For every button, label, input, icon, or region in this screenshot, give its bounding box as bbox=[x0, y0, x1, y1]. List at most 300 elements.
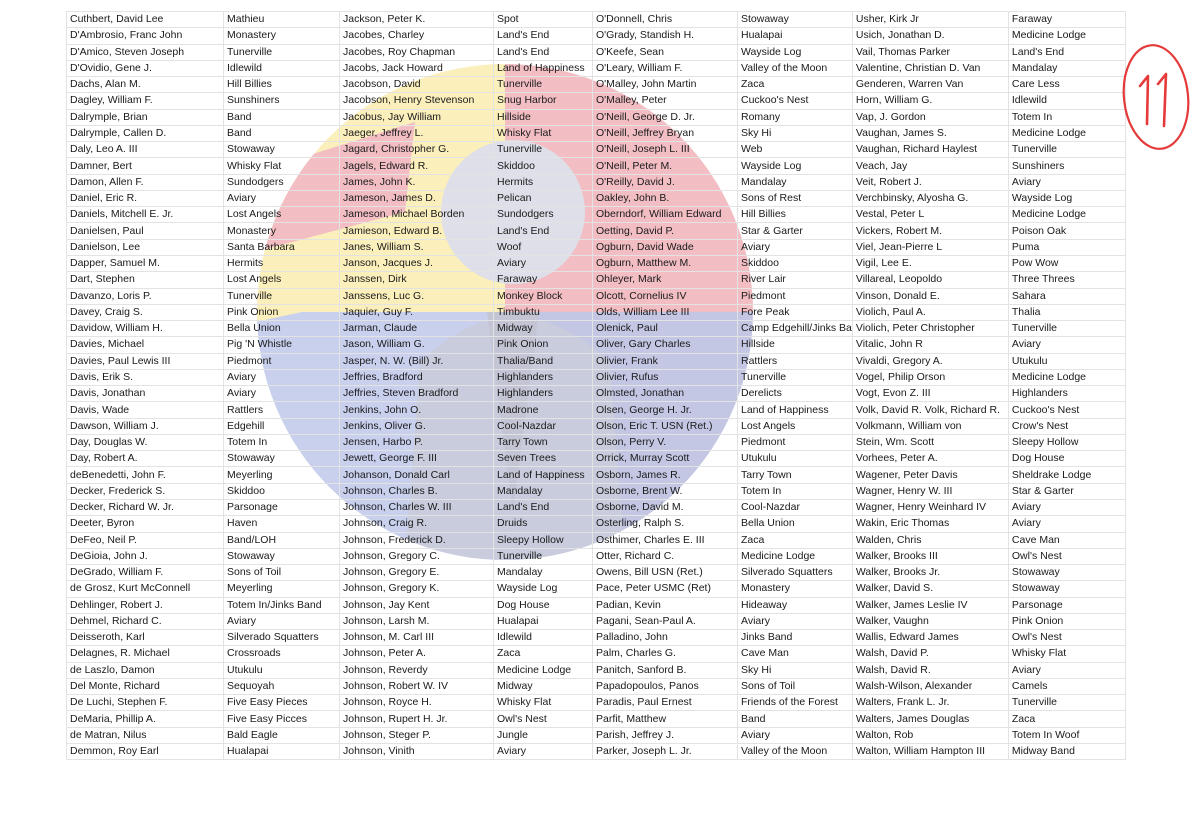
camp-cell: Star & Garter bbox=[1008, 483, 1125, 499]
camp-cell: Midway bbox=[494, 321, 593, 337]
member-name-cell: Day, Douglas W. bbox=[67, 434, 224, 450]
member-name-cell: Oakley, John B. bbox=[593, 190, 738, 206]
camp-cell: Piedmont bbox=[738, 434, 853, 450]
member-name-cell: Walton, Rob bbox=[852, 727, 1008, 743]
camp-cell: Dog House bbox=[1008, 451, 1125, 467]
camp-cell: Stowaway bbox=[224, 548, 340, 564]
camp-cell: Mandalay bbox=[494, 483, 593, 499]
member-name-cell: O'Neill, Peter M. bbox=[593, 158, 738, 174]
table-row bbox=[67, 255, 1126, 271]
member-name-cell: Jamieson, Edward B. bbox=[340, 223, 494, 239]
table-row bbox=[67, 321, 1126, 337]
table-row bbox=[67, 353, 1126, 369]
member-name-cell: Wakin, Eric Thomas bbox=[852, 516, 1008, 532]
member-name-cell: Davies, Paul Lewis III bbox=[67, 353, 224, 369]
member-name-cell: O'Keefe, Sean bbox=[593, 44, 738, 60]
member-name-cell: Johnson, Gregory C. bbox=[340, 548, 494, 564]
member-name-cell: Davis, Jonathan bbox=[67, 386, 224, 402]
camp-cell: Poison Oak bbox=[1008, 223, 1125, 239]
member-name-cell: Dalrymple, Callen D. bbox=[67, 125, 224, 141]
camp-cell: Pink Onion bbox=[224, 304, 340, 320]
camp-cell: Land of Happiness bbox=[494, 467, 593, 483]
camp-cell: Timbuktu bbox=[494, 304, 593, 320]
member-name-cell: Deisseroth, Karl bbox=[67, 630, 224, 646]
member-name-cell: Usher, Kirk Jr bbox=[852, 12, 1008, 28]
table-row bbox=[67, 613, 1126, 629]
camp-cell: Pelican bbox=[494, 190, 593, 206]
table-row bbox=[67, 743, 1126, 759]
camp-cell: Highlanders bbox=[1008, 386, 1125, 402]
member-name-cell: Volkmann, William von bbox=[852, 418, 1008, 434]
member-name-cell: Johnson, Rupert H. Jr. bbox=[340, 711, 494, 727]
table-row bbox=[67, 223, 1126, 239]
member-name-cell: Jaquier, Guy F. bbox=[340, 304, 494, 320]
camp-cell: Wayside Log bbox=[494, 581, 593, 597]
camp-cell: Faraway bbox=[494, 272, 593, 288]
camp-cell: Dog House bbox=[494, 597, 593, 613]
camp-cell: Medicine Lodge bbox=[1008, 369, 1125, 385]
camp-cell: Pig 'N Whistle bbox=[224, 337, 340, 353]
member-name-cell: Walker, David S. bbox=[852, 581, 1008, 597]
camp-cell: Aviary bbox=[1008, 499, 1125, 515]
member-name-cell: Davis, Erik S. bbox=[67, 369, 224, 385]
member-name-cell: Vestal, Peter L bbox=[852, 207, 1008, 223]
member-name-cell: Panitch, Sanford B. bbox=[593, 662, 738, 678]
camp-cell: Crow's Nest bbox=[1008, 418, 1125, 434]
camp-cell: Star & Garter bbox=[738, 223, 853, 239]
table-row bbox=[67, 402, 1126, 418]
camp-cell: Five Easy Picces bbox=[224, 711, 340, 727]
camp-cell: Five Easy Pieces bbox=[224, 695, 340, 711]
camp-cell: Three Threes bbox=[1008, 272, 1125, 288]
member-name-cell: DeGrado, William F. bbox=[67, 565, 224, 581]
member-name-cell: Dawson, William J. bbox=[67, 418, 224, 434]
camp-cell: Rattlers bbox=[224, 402, 340, 418]
camp-cell: Jinks Band bbox=[738, 630, 853, 646]
camp-cell: Skiddoo bbox=[224, 483, 340, 499]
member-name-cell: Danielson, Lee bbox=[67, 239, 224, 255]
camp-cell: Totem In bbox=[738, 483, 853, 499]
camp-cell: Thalia/Band bbox=[494, 353, 593, 369]
camp-cell: Totem In Woof bbox=[1008, 727, 1125, 743]
member-name-cell: Wallis, Edward James bbox=[852, 630, 1008, 646]
member-name-cell: Dagley, William F. bbox=[67, 93, 224, 109]
camp-cell: Highlanders bbox=[494, 386, 593, 402]
camp-cell: Medicine Lodge bbox=[1008, 207, 1125, 223]
camp-cell: Sahara bbox=[1008, 288, 1125, 304]
table-row bbox=[67, 272, 1126, 288]
camp-cell: Sky Hi bbox=[738, 662, 853, 678]
camp-cell: Piedmont bbox=[738, 288, 853, 304]
member-name-cell: Walsh-Wilson, Alexander bbox=[852, 678, 1008, 694]
member-name-cell: Vitalic, John R bbox=[852, 337, 1008, 353]
camp-cell: Fore Peak bbox=[738, 304, 853, 320]
table-row bbox=[67, 28, 1126, 44]
camp-cell: Land's End bbox=[1008, 44, 1125, 60]
camp-cell: Hermits bbox=[224, 255, 340, 271]
member-name-cell: Johnson, Gregory K. bbox=[340, 581, 494, 597]
member-name-cell: Olson, Eric T. USN (Ret.) bbox=[593, 418, 738, 434]
camp-cell: Utukulu bbox=[224, 662, 340, 678]
camp-cell: Aviary bbox=[224, 386, 340, 402]
member-name-cell: Johnson, Charles B. bbox=[340, 483, 494, 499]
member-name-cell: Verchbinsky, Alyosha G. bbox=[852, 190, 1008, 206]
member-name-cell: Jacobes, Roy Chapman bbox=[340, 44, 494, 60]
camp-cell: Medicine Lodge bbox=[738, 548, 853, 564]
camp-cell: Owl's Nest bbox=[494, 711, 593, 727]
member-name-cell: De Luchi, Stephen F. bbox=[67, 695, 224, 711]
camp-cell: Tunerville bbox=[1008, 321, 1125, 337]
camp-cell: Owl's Nest bbox=[1008, 630, 1125, 646]
member-name-cell: Pagani, Sean-Paul A. bbox=[593, 613, 738, 629]
member-name-cell: DeGioia, John J. bbox=[67, 548, 224, 564]
member-name-cell: Genderen, Warren Van bbox=[852, 77, 1008, 93]
camp-cell: Hualapai bbox=[738, 28, 853, 44]
camp-cell: Hermits bbox=[494, 174, 593, 190]
member-name-cell: O'Donnell, Chris bbox=[593, 12, 738, 28]
table-row bbox=[67, 125, 1126, 141]
camp-cell: Sky Hi bbox=[738, 125, 853, 141]
camp-cell: Totem In bbox=[1008, 109, 1125, 125]
camp-cell: Puma bbox=[1008, 239, 1125, 255]
camp-cell: Valley of the Moon bbox=[738, 743, 853, 759]
member-name-cell: Jensen, Harbo P. bbox=[340, 434, 494, 450]
camp-cell: Tunerville bbox=[1008, 695, 1125, 711]
member-name-cell: O'Malley, Peter bbox=[593, 93, 738, 109]
member-name-cell: Vap, J. Gordon bbox=[852, 109, 1008, 125]
member-name-cell: Vickers, Robert M. bbox=[852, 223, 1008, 239]
camp-cell: Aviary bbox=[738, 727, 853, 743]
member-name-cell: O'Reilly, David J. bbox=[593, 174, 738, 190]
camp-cell: Land's End bbox=[494, 499, 593, 515]
camp-cell: Hillside bbox=[738, 337, 853, 353]
member-name-cell: Danielsen, Paul bbox=[67, 223, 224, 239]
camp-cell: Tunerville bbox=[224, 44, 340, 60]
table-row bbox=[67, 288, 1126, 304]
camp-cell: Land of Happiness bbox=[738, 402, 853, 418]
table-row bbox=[67, 190, 1126, 206]
table-row bbox=[67, 304, 1126, 320]
camp-cell: Hillside bbox=[494, 109, 593, 125]
member-name-cell: Osthimer, Charles E. III bbox=[593, 532, 738, 548]
member-name-cell: Damon, Allen F. bbox=[67, 174, 224, 190]
member-name-cell: Johnson, Craig R. bbox=[340, 516, 494, 532]
camp-cell: Spot bbox=[494, 12, 593, 28]
member-name-cell: Usich, Jonathan D. bbox=[852, 28, 1008, 44]
camp-cell: Zaca bbox=[738, 532, 853, 548]
member-name-cell: Davey, Craig S. bbox=[67, 304, 224, 320]
member-name-cell: Olivier, Frank bbox=[593, 353, 738, 369]
camp-cell: Care Less bbox=[1008, 77, 1125, 93]
table-row bbox=[67, 93, 1126, 109]
member-name-cell: Orrick, Murray Scott bbox=[593, 451, 738, 467]
member-name-cell: Decker, Frederick S. bbox=[67, 483, 224, 499]
member-name-cell: Johnson, Charles W. III bbox=[340, 499, 494, 515]
table-row bbox=[67, 142, 1126, 158]
camp-cell: Medicine Lodge bbox=[494, 662, 593, 678]
table-row bbox=[67, 662, 1126, 678]
camp-cell: Totem In bbox=[224, 434, 340, 450]
camp-cell: Druids bbox=[494, 516, 593, 532]
member-name-cell: Osborn, James R. bbox=[593, 467, 738, 483]
camp-cell: Monastery bbox=[224, 223, 340, 239]
table-row bbox=[67, 174, 1126, 190]
camp-cell: Mandalay bbox=[1008, 60, 1125, 76]
member-name-cell: Parfit, Matthew bbox=[593, 711, 738, 727]
member-name-cell: Walker, Brooks Jr. bbox=[852, 565, 1008, 581]
camp-cell: Hideaway bbox=[738, 597, 853, 613]
member-name-cell: O'Neill, Joseph L. III bbox=[593, 142, 738, 158]
camp-cell: Sleepy Hollow bbox=[1008, 434, 1125, 450]
member-name-cell: Jenkins, Oliver G. bbox=[340, 418, 494, 434]
member-name-cell: Valentine, Christian D. Van bbox=[852, 60, 1008, 76]
camp-cell: Lost Angels bbox=[224, 207, 340, 223]
camp-cell: Camp Edgehill/Jinks Ba bbox=[738, 321, 853, 337]
camp-cell: Cave Man bbox=[738, 646, 853, 662]
table-row bbox=[67, 597, 1126, 613]
member-name-cell: Viel, Jean-Pierre L bbox=[852, 239, 1008, 255]
camp-cell: Stowaway bbox=[1008, 565, 1125, 581]
table-row bbox=[67, 239, 1126, 255]
member-name-cell: Dalrymple, Brian bbox=[67, 109, 224, 125]
camp-cell: Sheldrake Lodge bbox=[1008, 467, 1125, 483]
camp-cell: Monastery bbox=[738, 581, 853, 597]
member-name-cell: Palm, Charles G. bbox=[593, 646, 738, 662]
member-name-cell: Walsh, David R. bbox=[852, 662, 1008, 678]
member-name-cell: O'Grady, Standish H. bbox=[593, 28, 738, 44]
member-name-cell: Osborne, Brent W. bbox=[593, 483, 738, 499]
table-row bbox=[67, 12, 1126, 28]
camp-cell: Aviary bbox=[494, 255, 593, 271]
member-name-cell: Janssen, Dirk bbox=[340, 272, 494, 288]
member-name-cell: Walters, James Douglas bbox=[852, 711, 1008, 727]
member-name-cell: Vogel, Philip Orson bbox=[852, 369, 1008, 385]
camp-cell: Hill Billies bbox=[224, 77, 340, 93]
member-name-cell: Osterling, Ralph S. bbox=[593, 516, 738, 532]
member-name-cell: Jenkins, John O. bbox=[340, 402, 494, 418]
camp-cell: Sons of Toil bbox=[224, 565, 340, 581]
camp-cell: Tarry Town bbox=[494, 434, 593, 450]
member-name-cell: Horn, William G. bbox=[852, 93, 1008, 109]
member-name-cell: Johanson, Donald Carl bbox=[340, 467, 494, 483]
camp-cell: Band bbox=[738, 711, 853, 727]
camp-cell: Totem In/Jinks Band bbox=[224, 597, 340, 613]
member-name-cell: Janes, William S. bbox=[340, 239, 494, 255]
member-name-cell: Oetting, David P. bbox=[593, 223, 738, 239]
camp-cell: Stowaway bbox=[224, 142, 340, 158]
camp-cell: Sundodgers bbox=[224, 174, 340, 190]
camp-cell: Aviary bbox=[1008, 174, 1125, 190]
member-name-cell: Olsen, George H. Jr. bbox=[593, 402, 738, 418]
camp-cell: Edgehill bbox=[224, 418, 340, 434]
camp-cell: Pink Onion bbox=[494, 337, 593, 353]
camp-cell: Cuckoo's Nest bbox=[738, 93, 853, 109]
camp-cell: Sleepy Hollow bbox=[494, 532, 593, 548]
member-name-cell: Dapper, Samuel M. bbox=[67, 255, 224, 271]
camp-cell: Cuckoo's Nest bbox=[1008, 402, 1125, 418]
camp-cell: Sunshiners bbox=[224, 93, 340, 109]
table-row bbox=[67, 565, 1126, 581]
member-name-cell: Palladino, John bbox=[593, 630, 738, 646]
member-name-cell: Davanzo, Loris P. bbox=[67, 288, 224, 304]
member-name-cell: Jacobus, Jay William bbox=[340, 109, 494, 125]
camp-cell: Piedmont bbox=[224, 353, 340, 369]
camp-cell: Tunerville bbox=[224, 288, 340, 304]
camp-cell: Land of Happiness bbox=[494, 60, 593, 76]
camp-cell: Idlewild bbox=[224, 60, 340, 76]
member-name-cell: Johnson, Vinith bbox=[340, 743, 494, 759]
member-name-cell: Walker, Brooks III bbox=[852, 548, 1008, 564]
camp-cell: Sunshiners bbox=[1008, 158, 1125, 174]
member-name-cell: D'Ovidio, Gene J. bbox=[67, 60, 224, 76]
member-name-cell: Jeffries, Steven Bradford bbox=[340, 386, 494, 402]
camp-cell: Medicine Lodge bbox=[1008, 28, 1125, 44]
member-name-cell: Vivaldi, Gregory A. bbox=[852, 353, 1008, 369]
camp-cell: Cool-Nazdar bbox=[494, 418, 593, 434]
member-name-cell: Jeffries, Bradford bbox=[340, 369, 494, 385]
member-name-cell: Owens, Bill USN (Ret.) bbox=[593, 565, 738, 581]
camp-cell: Derelicts bbox=[738, 386, 853, 402]
member-name-cell: Wagner, Henry W. III bbox=[852, 483, 1008, 499]
member-name-cell: Walton, William Hampton III bbox=[852, 743, 1008, 759]
camp-cell: Stowaway bbox=[224, 451, 340, 467]
table-row bbox=[67, 678, 1126, 694]
member-name-cell: Walden, Chris bbox=[852, 532, 1008, 548]
member-name-cell: Johnson, Gregory E. bbox=[340, 565, 494, 581]
camp-cell: Rattlers bbox=[738, 353, 853, 369]
camp-cell: Tunerville bbox=[494, 142, 593, 158]
camp-cell: Madrone bbox=[494, 402, 593, 418]
camp-cell: Aviary bbox=[738, 239, 853, 255]
camp-cell: Midway Band bbox=[1008, 743, 1125, 759]
camp-cell: Wayside Log bbox=[738, 44, 853, 60]
table-row bbox=[67, 369, 1126, 385]
member-name-cell: Olivier, Rufus bbox=[593, 369, 738, 385]
camp-cell: Wayside Log bbox=[738, 158, 853, 174]
member-name-cell: DeFeo, Neil P. bbox=[67, 532, 224, 548]
member-name-cell: Decker, Richard W. Jr. bbox=[67, 499, 224, 515]
camp-cell: Aviary bbox=[224, 613, 340, 629]
camp-cell: Jungle bbox=[494, 727, 593, 743]
camp-cell: Parsonage bbox=[224, 499, 340, 515]
member-name-cell: de Matran, Nilus bbox=[67, 727, 224, 743]
member-name-cell: Jacobson, David bbox=[340, 77, 494, 93]
member-name-cell: Olds, William Lee III bbox=[593, 304, 738, 320]
camp-cell: Monkey Block bbox=[494, 288, 593, 304]
camp-cell: Stowaway bbox=[1008, 581, 1125, 597]
table-row bbox=[67, 60, 1126, 76]
member-name-cell: O'Neill, George D. Jr. bbox=[593, 109, 738, 125]
camp-cell: Tunerville bbox=[494, 77, 593, 93]
member-name-cell: Davies, Michael bbox=[67, 337, 224, 353]
member-name-cell: Oberndorf, William Edward bbox=[593, 207, 738, 223]
member-name-cell: Vaughan, Richard Haylest bbox=[852, 142, 1008, 158]
table-row bbox=[67, 467, 1126, 483]
member-name-cell: Olenick, Paul bbox=[593, 321, 738, 337]
member-name-cell: Johnson, Reverdy bbox=[340, 662, 494, 678]
camp-cell: Web bbox=[738, 142, 853, 158]
camp-cell: Utukulu bbox=[1008, 353, 1125, 369]
camp-cell: Zaca bbox=[1008, 711, 1125, 727]
camp-cell: Thalia bbox=[1008, 304, 1125, 320]
camp-cell: Aviary bbox=[1008, 662, 1125, 678]
table-row bbox=[67, 516, 1126, 532]
member-name-cell: Veach, Jay bbox=[852, 158, 1008, 174]
camp-cell: Band/LOH bbox=[224, 532, 340, 548]
camp-cell: Sons of Rest bbox=[738, 190, 853, 206]
camp-cell: Valley of the Moon bbox=[738, 60, 853, 76]
camp-cell: Aviary bbox=[494, 743, 593, 759]
member-name-cell: Johnson, Peter A. bbox=[340, 646, 494, 662]
camp-cell: Romany bbox=[738, 109, 853, 125]
camp-cell: Tunerville bbox=[738, 369, 853, 385]
member-name-cell: D'Ambrosio, Franc John bbox=[67, 28, 224, 44]
member-name-cell: Oliver, Gary Charles bbox=[593, 337, 738, 353]
member-name-cell: Johnson, M. Carl III bbox=[340, 630, 494, 646]
camp-cell: Snug Harbor bbox=[494, 93, 593, 109]
camp-cell: River Lair bbox=[738, 272, 853, 288]
table-row bbox=[67, 77, 1126, 93]
camp-cell: Haven bbox=[224, 516, 340, 532]
camp-cell: Whisky Flat bbox=[494, 125, 593, 141]
table-row bbox=[67, 109, 1126, 125]
member-name-cell: Vorhees, Peter A. bbox=[852, 451, 1008, 467]
member-name-cell: Ohleyer, Mark bbox=[593, 272, 738, 288]
camp-cell: Seven Trees bbox=[494, 451, 593, 467]
member-name-cell: Vail, Thomas Parker bbox=[852, 44, 1008, 60]
camp-cell: Wayside Log bbox=[1008, 190, 1125, 206]
table-row bbox=[67, 207, 1126, 223]
camp-cell: Stowaway bbox=[738, 12, 853, 28]
camp-cell: Silverado Squatters bbox=[738, 565, 853, 581]
member-name-cell: Wagener, Peter Davis bbox=[852, 467, 1008, 483]
table-row bbox=[67, 548, 1126, 564]
member-name-cell: Johnson, Frederick D. bbox=[340, 532, 494, 548]
camp-cell: Land's End bbox=[494, 223, 593, 239]
member-name-cell: Papadopoulos, Panos bbox=[593, 678, 738, 694]
camp-cell: Whisky Flat bbox=[1008, 646, 1125, 662]
member-name-cell: Day, Robert A. bbox=[67, 451, 224, 467]
member-name-cell: DeMaria, Phillip A. bbox=[67, 711, 224, 727]
camp-cell: Meyerling bbox=[224, 581, 340, 597]
member-name-cell: Walker, James Leslie IV bbox=[852, 597, 1008, 613]
member-name-cell: Olmsted, Jonathan bbox=[593, 386, 738, 402]
member-name-cell: Violich, Peter Christopher bbox=[852, 321, 1008, 337]
member-name-cell: Jaeger, Jeffrey L. bbox=[340, 125, 494, 141]
camp-cell: Santa Barbara bbox=[224, 239, 340, 255]
camp-cell: Mandalay bbox=[738, 174, 853, 190]
camp-cell: Monastery bbox=[224, 28, 340, 44]
member-name-cell: deBenedetti, John F. bbox=[67, 467, 224, 483]
camp-cell: Pow Wow bbox=[1008, 255, 1125, 271]
camp-cell: Tunerville bbox=[494, 548, 593, 564]
table-row bbox=[67, 386, 1126, 402]
camp-cell: Idlewild bbox=[494, 630, 593, 646]
member-name-cell: Veit, Robert J. bbox=[852, 174, 1008, 190]
camp-cell: Meyerling bbox=[224, 467, 340, 483]
camp-cell: Crossroads bbox=[224, 646, 340, 662]
member-name-cell: Walters, Frank L. Jr. bbox=[852, 695, 1008, 711]
table-row bbox=[67, 532, 1126, 548]
member-name-cell: Demmon, Roy Earl bbox=[67, 743, 224, 759]
member-name-cell: Damner, Bert bbox=[67, 158, 224, 174]
camp-cell: Aviary bbox=[1008, 516, 1125, 532]
member-name-cell: Jagard, Christopher G. bbox=[340, 142, 494, 158]
member-name-cell: Johnson, Royce H. bbox=[340, 695, 494, 711]
member-name-cell: Jacobson, Henry Stevenson bbox=[340, 93, 494, 109]
camp-cell: Cave Man bbox=[1008, 532, 1125, 548]
camp-cell: Sons of Toil bbox=[738, 678, 853, 694]
